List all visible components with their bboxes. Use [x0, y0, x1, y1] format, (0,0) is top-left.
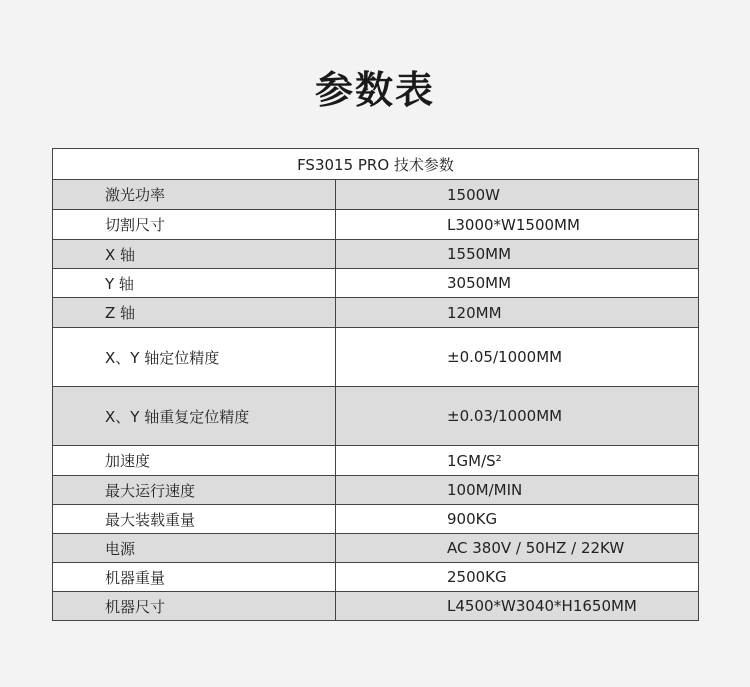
param-name: 切割尺寸 [53, 210, 336, 240]
table-row [53, 446, 699, 476]
spec-table [52, 148, 699, 621]
param-value: 1550MM [336, 240, 699, 269]
param-name: Z 轴 [53, 298, 336, 328]
page-title: 参数表 [314, 68, 435, 112]
param-value: 3050MM [336, 269, 699, 298]
param-value: 1500W [336, 180, 699, 210]
param-name: 机器尺寸 [53, 592, 336, 621]
param-value: L3000*W1500MM [336, 210, 699, 240]
param-value: ±0.05/1000MM [336, 328, 699, 387]
table-row [53, 210, 699, 240]
param-name: 机器重量 [53, 563, 336, 592]
table-row [53, 269, 699, 298]
table-row [53, 592, 699, 621]
table-row [53, 298, 699, 328]
param-name: 最大装载重量 [53, 505, 336, 534]
param-name: 加速度 [53, 446, 336, 476]
param-name: 激光功率 [53, 180, 336, 210]
param-value: AC 380V / 50HZ / 22KW [336, 534, 699, 563]
param-name: Y 轴 [53, 269, 336, 298]
table-row [53, 476, 699, 505]
table-row [53, 180, 699, 210]
table-header: FS3015 PRO 技术参数 [53, 149, 699, 180]
param-value: 900KG [336, 505, 699, 534]
param-value: 100M/MIN [336, 476, 699, 505]
table-row [53, 328, 699, 387]
param-name: X、Y 轴定位精度 [53, 328, 336, 387]
param-value: 120MM [336, 298, 699, 328]
table-row [53, 240, 699, 269]
table-header-row [53, 149, 699, 180]
table-row [53, 387, 699, 446]
table-row [53, 534, 699, 563]
param-value: L4500*W3040*H1650MM [336, 592, 699, 621]
param-name: 最大运行速度 [53, 476, 336, 505]
param-name: X 轴 [53, 240, 336, 269]
param-value: 2500KG [336, 563, 699, 592]
table-row [53, 505, 699, 534]
param-name: X、Y 轴重复定位精度 [53, 387, 336, 446]
param-value: 1GM/S² [336, 446, 699, 476]
param-value: ±0.03/1000MM [336, 387, 699, 446]
table-row [53, 563, 699, 592]
param-name: 电源 [53, 534, 336, 563]
